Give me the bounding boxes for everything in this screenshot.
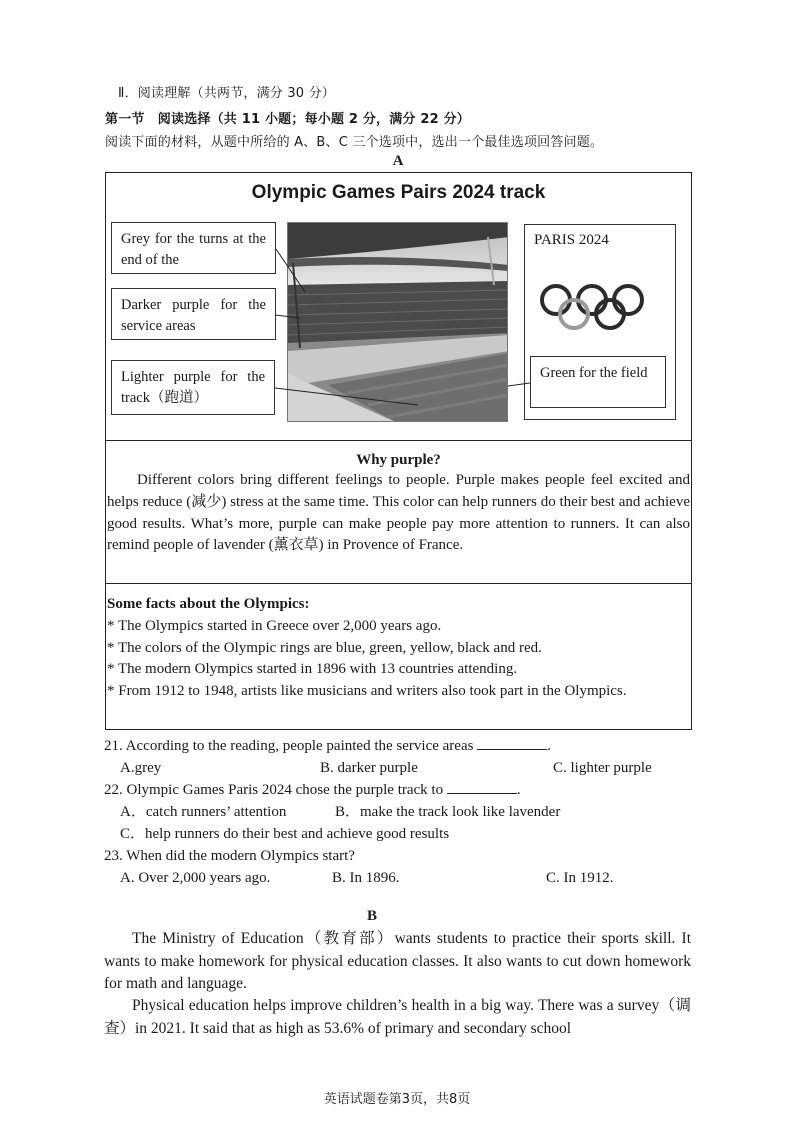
ring-3 xyxy=(614,286,642,314)
option-21-a: A.grey xyxy=(120,760,162,776)
fact-item: * The Olympics started in Greece over 2,000 years ago. xyxy=(107,617,442,634)
passage-b-paragraph: Physical education helps improve children’s health in a big way. There was a survey（调查）in 2021. It said that as high as 53.6% of primary and secondary school xyxy=(104,997,691,1037)
option-23-c: C. In 1912. xyxy=(546,870,614,886)
option-21-c: C. lighter purple xyxy=(553,760,652,776)
why-purple-text: Different colors bring different feelings to people. Purple makes people feel excited and helps reduce (减少) stress at the same time. This color can help runners do their best and achieve good results. What’s more, purple can make people pay more attention to runners. It can also remind people of lavender (薰衣草) in Provence of France. xyxy=(107,472,690,554)
fact-item: * From 1912 to 1948, artists like musicians and writers also took part in the Olympics. xyxy=(107,683,627,700)
option-23-b: B. In 1896. xyxy=(332,870,400,886)
question-23: 23. When did the modern Olympics start? xyxy=(104,848,355,864)
paris-label: PARIS 2024 xyxy=(534,232,609,248)
section-heading: Ⅱ．阅读理解（共两节，满分 30 分） xyxy=(118,86,336,101)
divider xyxy=(105,583,692,584)
option-21-b: B. darker purple xyxy=(320,760,418,776)
instructions: 阅读下面的材料，从题中所给的 A、B、C 三个选项中，选出一个最佳选项回答问题。 xyxy=(105,135,604,150)
fact-item: * The modern Olympics started in 1896 with 13 countries attending. xyxy=(107,661,518,678)
ring-2 xyxy=(578,286,606,314)
infographic-title: Olympic Games Pairs 2024 track xyxy=(251,182,546,203)
passage-a-letter: A xyxy=(392,153,404,169)
answer-blank xyxy=(477,737,547,750)
passage-b-paragraph: The Ministry of Education（教育部）wants students to practice their sports skill. It wants to make homework for physical education classes. It also wants to cut down homework for math and language. xyxy=(104,930,691,992)
question-22: 22. Olympic Games Paris 2024 chose the purple track to . xyxy=(104,782,521,798)
callout-green-field: Green for the field xyxy=(530,356,666,408)
option-22-a: A．catch runners’ attention xyxy=(120,804,287,820)
facts-heading: Some facts about the Olympics: xyxy=(107,596,310,612)
why-purple-heading: Why purple? xyxy=(356,452,441,468)
divider xyxy=(105,440,692,441)
question-stem: 22. Olympic Games Paris 2024 chose the purple track to xyxy=(104,782,444,798)
question-21: 21. According to the reading, people painted the service areas . xyxy=(104,738,551,754)
option-22-b: B．make the track look like lavender xyxy=(335,804,561,820)
answer-blank xyxy=(447,781,517,794)
olympic-facts xyxy=(107,594,690,703)
question-stem: 21. According to the reading, people painted the service areas xyxy=(104,738,474,754)
passage-b-letter: B xyxy=(366,908,377,924)
fact-item: * The colors of the Olympic rings are blue, green, yellow, black and red. xyxy=(107,639,542,656)
olympic-rings-icon xyxy=(536,278,652,338)
option-22-c: C．help runners do their best and achieve good results xyxy=(120,826,450,842)
ring-5 xyxy=(596,300,624,328)
callout-grey-turns: Grey for the turns at the end of the xyxy=(111,222,276,274)
callout-lighter-purple: Lighter purple for the track（跑道） xyxy=(111,360,275,415)
ring-4 xyxy=(560,300,588,328)
page-footer: 英语试题卷第3页，共8页 xyxy=(323,1092,471,1107)
callout-darker-purple: Darker purple for the service areas xyxy=(111,288,276,340)
option-23-a: A. Over 2,000 years ago. xyxy=(120,870,271,886)
part-heading: 第一节 阅读选择（共 11 小题；每小题 2 分，满分 22 分） xyxy=(105,112,470,127)
ring-1 xyxy=(542,286,570,314)
